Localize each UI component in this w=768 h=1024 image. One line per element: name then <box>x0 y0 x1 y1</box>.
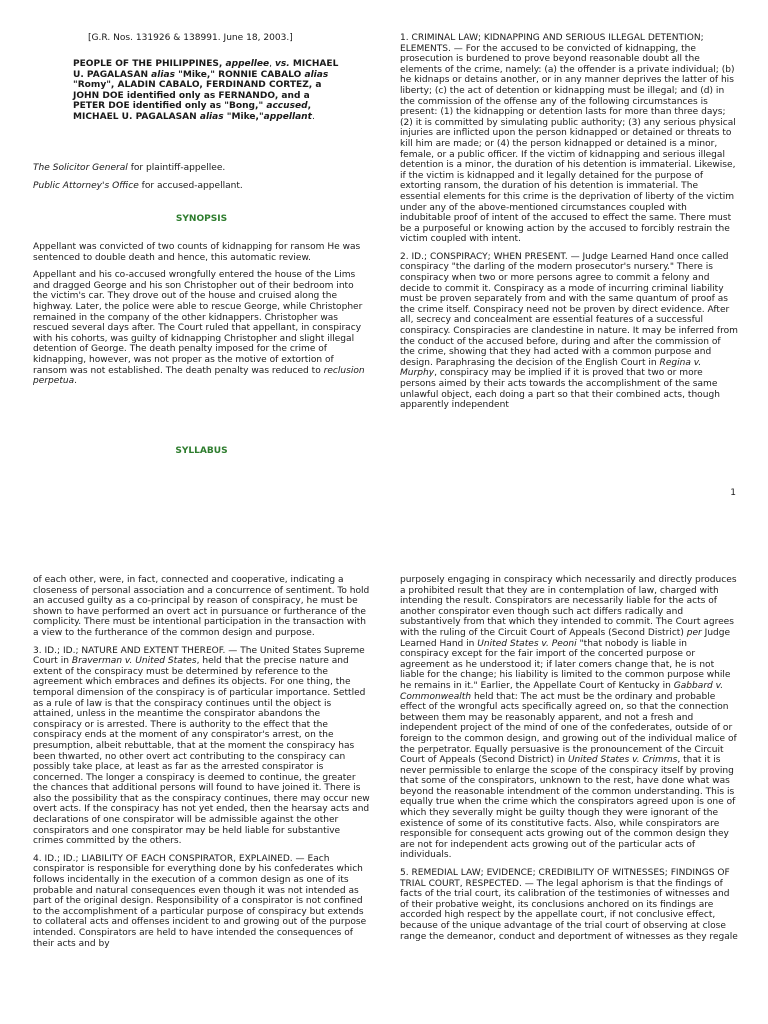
text-run: Judge Learned Hand in <box>400 627 731 649</box>
page-number: 1 <box>730 488 736 498</box>
text-run: "that nobody is liable in conspiracy except for the fair import of the concerted purpose or agreement as he understood it; if later comers change that, he is not liable for the change; his liability is limited to the common purpose while he remains in it." Earlier, the Appellate Court of Kentucky in <box>400 638 731 691</box>
counsel-appellee <box>33 163 370 174</box>
text-run: PEOPLE OF THE PHILIPPINES, <box>73 59 226 69</box>
syllabus-item-1: 1. CRIMINAL LAW; KIDNAPPING AND SERIOUS ILLEGAL DETENTION; ELEMENTS. — For the accused to be convicted of kidnapping, the prosecution is burdened to prove beyond reasonable doubt all the elements of the crime, namely: (a) the offender is a private individual; (b) he kidnaps or detains another, or in any manner deprives the latter of his liberty; (c) the act of detention or kidnapping must be illegal; and (d) in the commission of the offense any of the following circumstances is present: (1) the kidnapping or detention lasts for more than three days; (2) it is committed by simulating public authority; (3) any serious physical injuries are inflicted upon the person kidnapped or detained or threats to kill him are made; or (4) the person kidnapped or detained is a minor, female, or a public officer. If the victim of kidnapping and serious illegal detention is a minor, the duration of his detention is immaterial. Likewise, if the victim is kidnapped and it legally detained for the purpose of extorting ransom, the duration of his detention is immaterial. The essential elements for this crime is the deprivation of liberty of the victim under any of the above-mentioned circumstances coupled with indubitable proof of intent of the accused to effect the same. There must be a purposeful or knowing action by the accused to forcibly restrain the victim coupled with intent. <box>400 33 736 245</box>
text-run: held that: The act must be the ordinary and probable effect of the wrongful acts specifically agreed on, so that the connection between them may be reasonably apparent, and not a fresh and independent project of the mind of one of the confederates, outside of or foreign to the common design, and growing out of the individual malice of the perpetrator. Equally persuasive is the pronouncement of the Circuit Court of Appeals (Second District) in <box>400 691 737 766</box>
text-run: appellee <box>225 59 270 69</box>
syllabus-item-2 <box>400 252 738 411</box>
text-run: , that it is never permissible to enlarge the scope of the conspiracy itself by proving that some of the conspirators, unknown to the rest, have done what was beyond the reasonable intendment of the common understanding. This is equally true when the crime which the conspirators agreed upon is one of which they severally might be guilty though they were ignorant of the existence of some of its constitutive facts. Also, while conspirators are responsible for consequent acts growing out of the common design they are not for independent acts growing out of the particular acts of individuals. <box>400 755 736 861</box>
text-run: alias <box>151 69 175 80</box>
text-run: The Solicitor General <box>33 163 128 173</box>
text-run: appellant <box>263 111 312 122</box>
text-run: Braverman v. United States <box>71 656 197 667</box>
syllabus-item-5: 5. REMEDIAL LAW; EVIDENCE; CREDIBILITY OF WITNESSES; FINDINGS OF TRIAL COURT, RESPECTED. — The legal aphorism is that the findings of facts of the trial court, its calibration of the testimonies of witnesses and of their probative weight, its conclusions anchored on its findings are accorded high respect by the appellate court, if not conclusive effect, because of the unique advantage of the trial court of observing at close range the demeanor, conduct and deportment of witnesses as they regale <box>400 868 738 942</box>
syllabus-item-4: 4. ID.; ID.; LIABILITY OF EACH CONSPIRATOR, EXPLAINED. — Each conspirator is responsible for everything done by his confederates which follows incidentally in the execution of a common design as one of its probable and natural consequences even though it was not intended as part of the original design. Responsibility of a conspirator is not confined to the accomplishment of a particular purpose of conspiracy but extends to collateral acts and offenses incident to and growing out of the purpose intended. Conspirators are held to have intended the consequences of their acts and by <box>33 853 367 949</box>
text-run: 3. ID.; ID.; NATURE AND EXTENT THEREOF. — The United States Supreme Court in <box>33 645 365 667</box>
page2-left-column <box>33 575 370 956</box>
case-citation: [G.R. Nos. 131926 & 138991. June 18, 2003.] <box>88 33 293 43</box>
syllabus-item-2-continued: of each other, were, in fact, connected and cooperative, indicating a closeness of personal association and a concurrence of sentiment. To hold an accused guilty as a co-principal by reason of conspiracy, he must be shown to have performed an overt act in pursuance or furtherance of the complicity. There must be intentional participation in the transaction with a view to the furtherance of the common design and purpose. <box>33 575 370 638</box>
text-run: per <box>686 627 702 638</box>
synopsis-paragraph-1: Appellant was convicted of two counts of kidnapping for ransom He was sentenced to double death and hence, this automatic review. <box>33 242 361 263</box>
counsel-block <box>33 163 370 198</box>
page2-right-column <box>400 575 738 949</box>
text-run: 2. ID.; CONSPIRACY; WHEN PRESENT. — Judge Learned Hand once called conspiracy "the darling of the modern prosecutor's nursery." There is conspiracy when two or more persons agree to commit a felony and decide to commit it. Conspiracy as a mode of incurring criminal liability must be proven separately from and with the same quantum of proof as the crime itself. Conspiracy need not be proven by direct evidence. After all, secrecy and concealment are essential features of a successful conspiracy. Conspiracies are clandestine in nature. It may be inferred from the conduct of the accused before, during and after the commission of the crime, showing that they had acted with a common purpose and design. Paraphrasing the decision of the English Court in <box>400 251 738 368</box>
text-run: vs. <box>274 59 290 69</box>
syllabus-item-3 <box>33 646 370 847</box>
text-run: United States v. Peoni <box>477 638 577 649</box>
text-run: Public Attorney's Office <box>33 180 139 191</box>
text-run: "Romy", ALADIN CABALO, FERDINAND CORTEZ, a JOHN DOE identified only as FERNANDO, and a PETER DOE identified only as "Bong," <box>73 80 322 112</box>
text-run: Appellant and his co-accused wrongfully entered the house of the Lims and dragged George and his son Christopher out of their bedroom into the victim's car. They drove out of the house and cruised along the highway. Later, the police were able to rescue George, while Christopher remained in the company of the other kidnappers. Christopher was rescued several days after. The Court ruled that appellant, in conspiracy with his cohorts, was guilty of kidnapping Christopher and slight illegal detention of George. The death penalty imposed for the crime of kidnapping, however, was not proper as the motive of extortion of ransom was not established. The death penalty was reduced to <box>33 270 363 376</box>
text-run: reclusion perpetua <box>33 365 365 387</box>
text-run: alias <box>199 111 224 122</box>
text-run: Regina v. Murphy <box>400 357 702 379</box>
document-page-2 <box>0 570 768 1024</box>
case-parties <box>73 59 341 123</box>
text-run: United States v. Crimms <box>567 755 678 766</box>
text-run: purposely engaging in conspiracy which necessarily and directly produces a prohibited result that they are in contemplation of law, charged with intending the result. Conspirators are necessarily liable for the acts of another conspirator even though such act differs radically and substantively from that which they intended to commit. The Court agrees with the ruling of the Circuit Court of Appeals (Second District) <box>400 575 737 638</box>
syllabus-heading: SYLLABUS <box>175 446 228 456</box>
text-run: , <box>269 59 275 69</box>
text-run: MICHAEL U. PAGALASAN <box>73 59 339 80</box>
text-run: Gabbard v. Commonwealth <box>400 680 724 702</box>
text-run: alias <box>304 69 329 80</box>
text-run: accused <box>266 101 308 112</box>
text-run: "Mike," RONNIE CABALO <box>174 69 305 80</box>
text-run: , MICHAEL U. PAGALASAN <box>73 101 312 122</box>
synopsis-text <box>33 242 370 394</box>
syllabus-column-right <box>400 33 738 418</box>
text-run: "Mike," <box>223 111 264 122</box>
text-run: . <box>74 376 78 387</box>
counsel-appellant <box>33 181 370 192</box>
syllabus-item-4-continued <box>400 575 738 861</box>
synopsis-paragraph-2 <box>33 270 370 387</box>
text-run: , conspiracy may be implied if it is proved that two or more persons aimed by their acts towards the accomplishment of the same unlawful object, each doing a part so that their combined acts, though apparently independent <box>400 368 720 411</box>
synopsis-heading: SYNOPSIS <box>175 214 228 224</box>
text-run: for plaintiff-appellee. <box>127 163 226 173</box>
text-run: for accused-appellant. <box>138 180 243 191</box>
page-gap <box>0 512 768 570</box>
text-run: . <box>311 111 315 122</box>
text-run: , held that the precise nature and extent of the conspiracy must be determined by reference to the agreement which embraces and defines its objects. For one thing, the temporal dimension of the conspiracy is of particular importance. Settled as a rule of law is that the conspiracy continues until the object is attained, unless in the meantime the conspirator abandons the conspiracy or is arrested. There is authority to the effect that the conspiracy ends at the moment of any conspirator's arrest, on the presumption, albeit rebuttable, that at the moment the conspiracy has been thwarted, no other overt act contributing to the conspiracy can possibly take place, at least as far as the arrested conspirator is concerned. The longer a conspiracy is deemed to continue, the greater the chances that additional persons will found to have joined it. There is also the possibility that as the conspiracy continues, there may occur new overt acts. If the conspiracy has not yet ended, then the hearsay acts and declarations of one conspirator will be admissible against the other conspirators and one conspirator may be held liable for substantive crimes committed by the others. <box>33 656 370 847</box>
